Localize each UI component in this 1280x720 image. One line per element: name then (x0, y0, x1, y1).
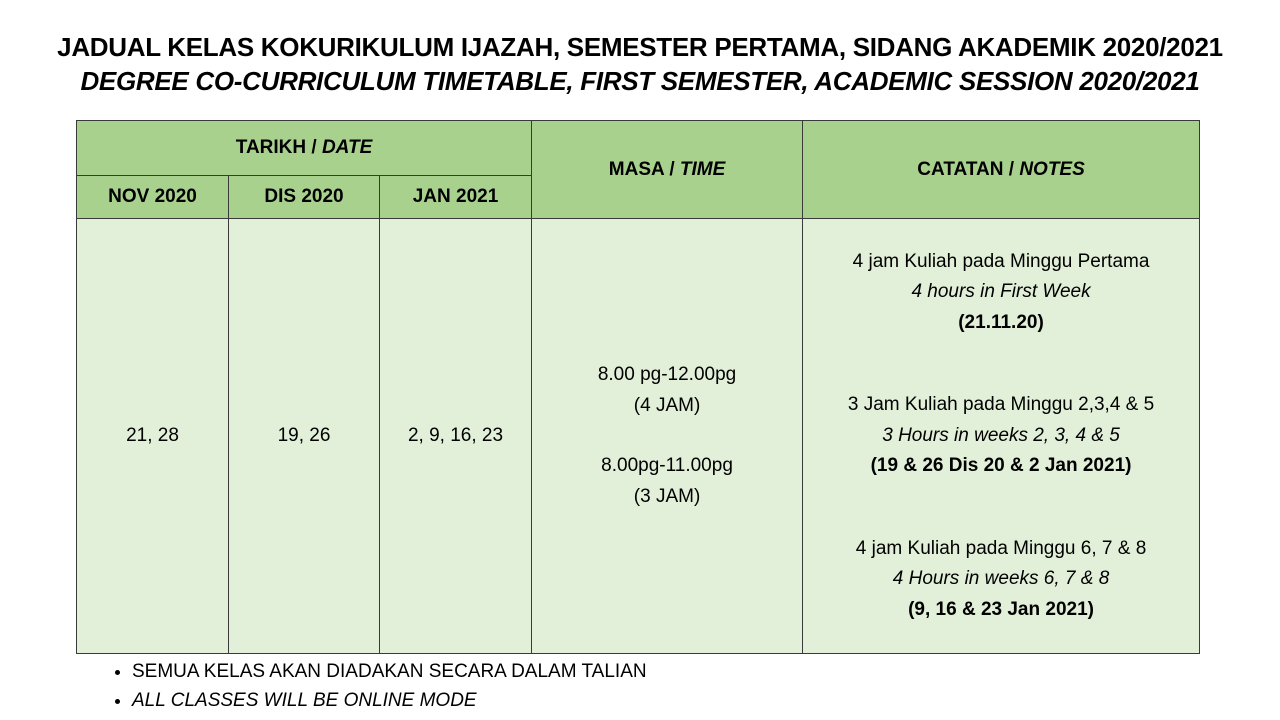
note-1-en: 4 hours in First Week (911, 281, 1091, 303)
note-3-dates: (9, 16 & 23 Jan 2021) (908, 598, 1094, 620)
timetable (76, 120, 1200, 654)
title-malay: JADUAL KELAS KOKURIKULUM IJAZAH, SEMESTER PERTAMA, SIDANG AKADEMIK 2020/2021 (57, 32, 1223, 62)
time-cell (532, 219, 803, 654)
time-hours-2: (3 JAM) (633, 485, 701, 507)
note-3-ms: 4 jam Kuliah pada Minggu 6, 7 & 8 (855, 537, 1147, 559)
title-english: DEGREE CO-CURRICULUM TIMETABLE, FIRST SEMESTER, ACADEMIC SESSION 2020/2021 (80, 66, 1200, 96)
note-2-ms: 3 Jam Kuliah pada Minggu 2,3,4 & 5 (847, 394, 1155, 416)
time-range-2: 8.00pg-11.00pg (601, 455, 733, 476)
dates-jan: 2, 9, 16, 23 (380, 219, 532, 654)
header-date: TARIKH / DATE (77, 121, 532, 176)
footnote-list (100, 657, 647, 715)
header-notes: CATATAN / NOTES (803, 121, 1200, 219)
note-2-en: 3 Hours in weeks 2, 3, 4 & 5 (882, 424, 1120, 446)
title-block (0, 30, 1280, 98)
footnote-malay: • SEMUA KELAS AKAN DIADAKAN SECARA DALAM TALIAN (132, 657, 647, 686)
dates-nov: 21, 28 (77, 219, 229, 654)
time-hours-1: (4 JAM) (633, 394, 701, 416)
notes-cell (803, 219, 1200, 654)
header-month-jan: JAN 2021 (380, 176, 532, 219)
header-time: MASA / TIME (532, 121, 803, 219)
footnote-english: • ALL CLASSES WILL BE ONLINE MODE (132, 686, 647, 715)
note-3-en: 4 Hours in weeks 6, 7 & 8 (892, 568, 1110, 590)
note-1-dates: (21.11.20) (958, 311, 1044, 333)
time-range-1: 8.00 pg-12.00pg (597, 364, 737, 385)
header-month-dis: DIS 2020 (229, 176, 380, 219)
note-1-ms: 4 jam Kuliah pada Minggu Pertama (852, 250, 1150, 272)
dates-dis: 19, 26 (229, 219, 380, 654)
note-2-dates: (19 & 26 Dis 20 & 2 Jan 2021) (870, 455, 1132, 477)
header-month-nov: NOV 2020 (77, 176, 229, 219)
